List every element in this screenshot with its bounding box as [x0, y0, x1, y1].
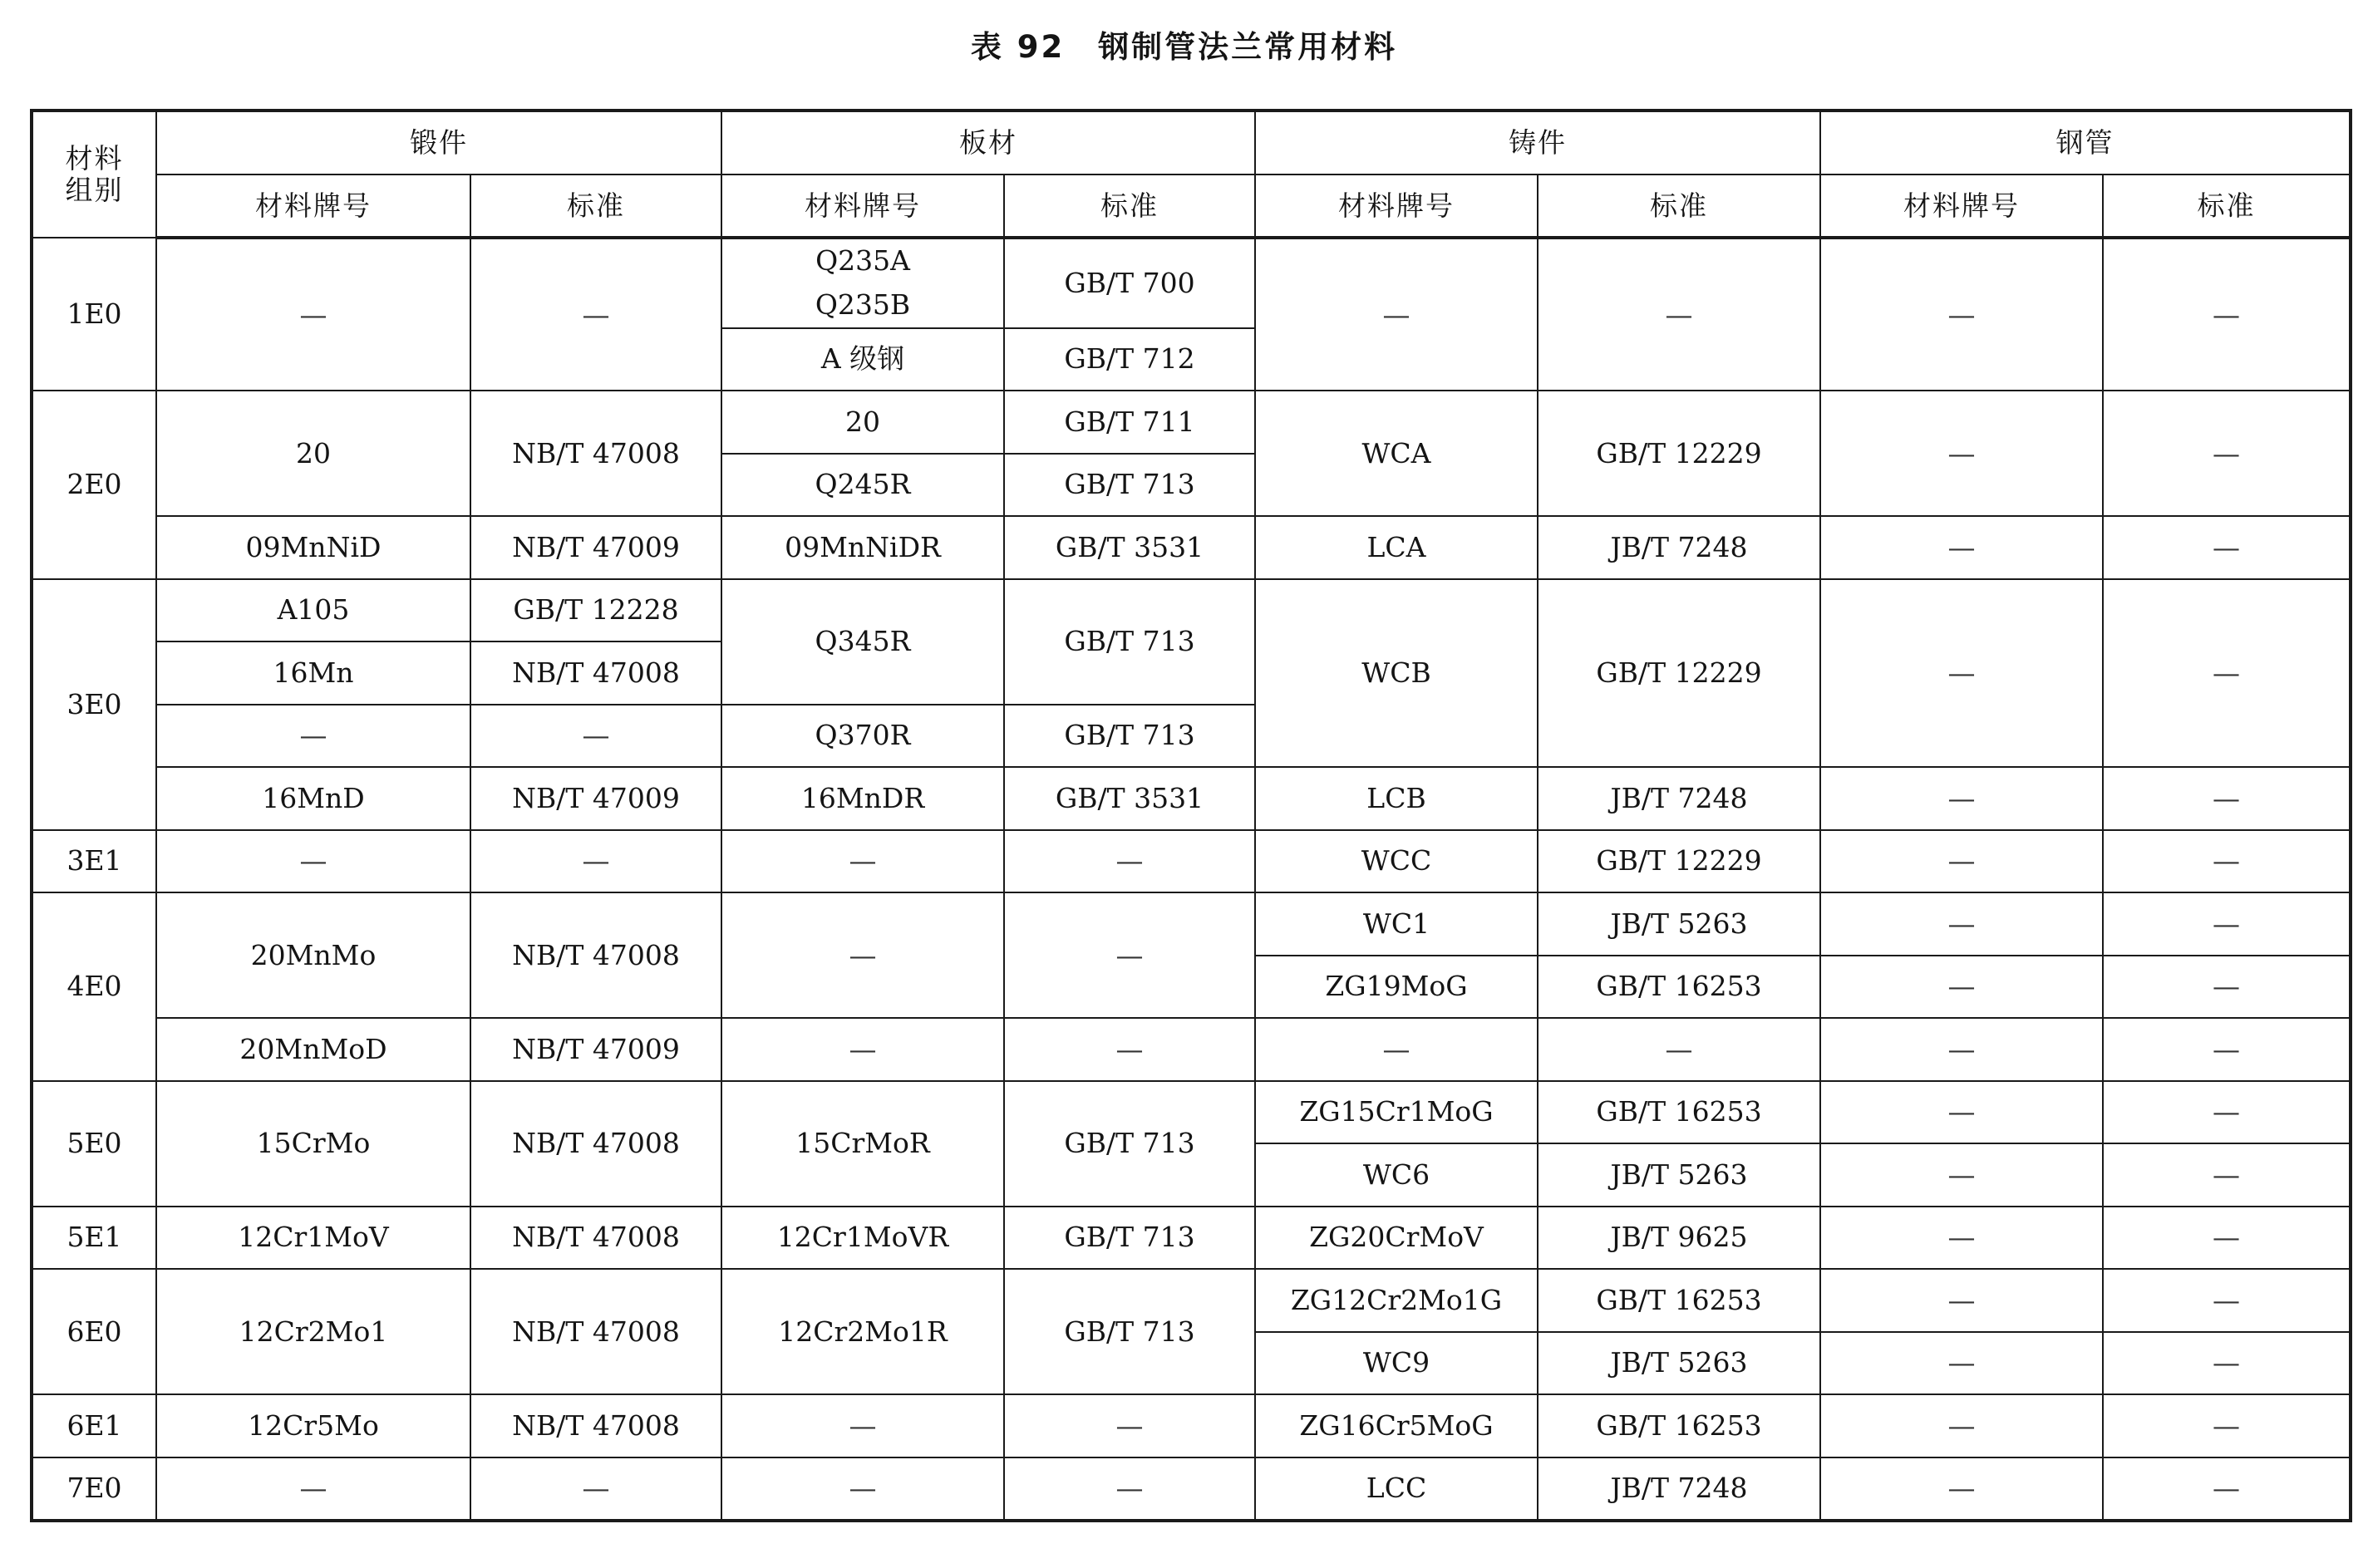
empty-cell: —	[2103, 516, 2351, 579]
forging-grade-cell: 20	[156, 391, 470, 516]
empty-cell: —	[2103, 238, 2351, 391]
empty-cell: —	[1820, 1332, 2103, 1395]
forging-standard-cell: NB/T 47008	[470, 1269, 721, 1394]
casting-grade-cell: WCA	[1255, 391, 1538, 516]
empty-cell: —	[470, 1457, 721, 1521]
header-plate: 板材	[721, 111, 1255, 174]
plate-grade-cell: 20	[721, 391, 1004, 454]
plate-standard-cell: GB/T 713	[1004, 705, 1255, 768]
group-cell: 5E0	[32, 1081, 156, 1207]
casting-grade-cell: ZG15Cr1MoG	[1255, 1081, 1538, 1144]
group-cell: 6E1	[32, 1394, 156, 1457]
empty-cell: —	[2103, 1207, 2351, 1270]
plate-grade-cell: 12Cr2Mo1R	[721, 1269, 1004, 1394]
empty-cell: —	[1820, 1143, 2103, 1207]
empty-cell: —	[1004, 892, 1255, 1018]
forging-standard-cell: NB/T 47009	[470, 767, 721, 830]
empty-cell: —	[1538, 238, 1820, 391]
plate-standard-cell: GB/T 713	[1004, 1207, 1255, 1270]
header-casting: 铸件	[1255, 111, 1820, 174]
group-cell: 7E0	[32, 1457, 156, 1521]
plate-standard-cell: GB/T 712	[1004, 328, 1255, 391]
header-pipe: 钢管	[1820, 111, 2351, 174]
plate-grade-cell: 15CrMoR	[721, 1081, 1004, 1207]
group-cell: 1E0	[32, 238, 156, 391]
empty-cell: —	[2103, 956, 2351, 1019]
forging-grade-cell: 12Cr5Mo	[156, 1394, 470, 1457]
plate-grade-cell: 16MnDR	[721, 767, 1004, 830]
header-forging-grade: 材料牌号	[156, 174, 470, 238]
casting-grade-cell: LCA	[1255, 516, 1538, 579]
casting-standard-cell: GB/T 16253	[1538, 1081, 1820, 1144]
empty-cell: —	[1820, 767, 2103, 830]
forging-standard-cell: NB/T 47008	[470, 641, 721, 705]
empty-cell: —	[1255, 238, 1538, 391]
empty-cell: —	[1820, 516, 2103, 579]
table-row	[32, 1457, 2351, 1521]
forging-standard-cell: NB/T 47008	[470, 1394, 721, 1457]
empty-cell: —	[2103, 892, 2351, 956]
empty-cell: —	[721, 1457, 1004, 1521]
header-row-1	[32, 111, 2351, 174]
forging-standard-cell: GB/T 12228	[470, 579, 721, 642]
empty-cell: —	[1820, 1018, 2103, 1081]
plate-standard-cell: GB/T 3531	[1004, 767, 1255, 830]
casting-grade-cell: WC9	[1255, 1332, 1538, 1395]
casting-grade-cell: WCB	[1255, 579, 1538, 768]
table-row	[32, 1018, 2351, 1081]
plate-grade-line: Q235A	[815, 244, 910, 277]
empty-cell: —	[721, 1394, 1004, 1457]
steel-flange-materials-table	[30, 109, 2352, 1522]
casting-grade-cell: WCC	[1255, 830, 1538, 893]
plate-grade-cell: Q370R	[721, 705, 1004, 768]
forging-standard-cell: NB/T 47009	[470, 1018, 721, 1081]
table-row	[32, 892, 2351, 956]
forging-grade-cell: 09MnNiD	[156, 516, 470, 579]
group-cell: 3E1	[32, 830, 156, 893]
empty-cell: —	[2103, 391, 2351, 516]
plate-standard-cell: GB/T 713	[1004, 454, 1255, 517]
empty-cell: —	[156, 705, 470, 768]
table-row	[32, 767, 2351, 830]
header-plate-standard: 标准	[1004, 174, 1255, 238]
plate-grade-cell: 09MnNiDR	[721, 516, 1004, 579]
casting-standard-cell: GB/T 16253	[1538, 1269, 1820, 1332]
casting-grade-cell: WC1	[1255, 892, 1538, 956]
empty-cell: —	[1820, 579, 2103, 768]
empty-cell: —	[2103, 1269, 2351, 1332]
empty-cell: —	[470, 705, 721, 768]
table-row	[32, 1207, 2351, 1270]
plate-standard-cell: GB/T 713	[1004, 1081, 1255, 1207]
forging-standard-cell: NB/T 47008	[470, 391, 721, 516]
casting-standard-cell: JB/T 5263	[1538, 892, 1820, 956]
casting-standard-cell: GB/T 16253	[1538, 956, 1820, 1019]
header-casting-standard: 标准	[1538, 174, 1820, 238]
empty-cell: —	[1004, 830, 1255, 893]
empty-cell: —	[721, 1018, 1004, 1081]
casting-grade-cell: LCB	[1255, 767, 1538, 830]
forging-grade-cell: 16MnD	[156, 767, 470, 830]
empty-cell: —	[1004, 1457, 1255, 1521]
empty-cell: —	[1820, 956, 2103, 1019]
casting-standard-cell: GB/T 12229	[1538, 391, 1820, 516]
casting-standard-cell: JB/T 9625	[1538, 1207, 1820, 1270]
group-cell: 6E0	[32, 1269, 156, 1394]
empty-cell: —	[1820, 1207, 2103, 1270]
empty-cell: —	[1820, 892, 2103, 956]
empty-cell: —	[470, 830, 721, 893]
empty-cell: —	[1820, 1269, 2103, 1332]
header-row-2	[32, 174, 2351, 238]
empty-cell: —	[156, 830, 470, 893]
table-row	[32, 1269, 2351, 1332]
header-plate-grade: 材料牌号	[721, 174, 1004, 238]
empty-cell: —	[1004, 1394, 1255, 1457]
empty-cell: —	[2103, 579, 2351, 768]
plate-grade-cell: 12Cr1MoVR	[721, 1207, 1004, 1270]
table-title: 表 92 钢制管法兰常用材料	[970, 29, 1398, 65]
plate-standard-cell: GB/T 713	[1004, 579, 1255, 705]
header-forging-standard: 标准	[470, 174, 721, 238]
plate-grade-line: Q235B	[815, 288, 911, 321]
group-cell: 3E0	[32, 579, 156, 830]
table-row	[32, 1394, 2351, 1457]
header-pipe-grade: 材料牌号	[1820, 174, 2103, 238]
empty-cell: —	[1820, 238, 2103, 391]
forging-grade-cell: 15CrMo	[156, 1081, 470, 1207]
plate-grade-cell: Q345R	[721, 579, 1004, 705]
forging-grade-cell: 20MnMoD	[156, 1018, 470, 1081]
casting-grade-cell: ZG16Cr5MoG	[1255, 1394, 1538, 1457]
plate-standard-cell: GB/T 711	[1004, 391, 1255, 454]
casting-standard-cell: GB/T 16253	[1538, 1394, 1820, 1457]
header-forging: 锻件	[156, 111, 721, 174]
header-casting-grade: 材料牌号	[1255, 174, 1538, 238]
plate-standard-cell: GB/T 713	[1004, 1269, 1255, 1394]
empty-cell: —	[156, 1457, 470, 1521]
forging-grade-cell: 12Cr1MoV	[156, 1207, 470, 1270]
empty-cell: —	[721, 892, 1004, 1018]
forging-grade-cell: 20MnMo	[156, 892, 470, 1018]
group-cell: 2E0	[32, 391, 156, 579]
casting-grade-cell: ZG19MoG	[1255, 956, 1538, 1019]
empty-cell: —	[2103, 1081, 2351, 1144]
table-row	[32, 391, 2351, 454]
empty-cell: —	[2103, 830, 2351, 893]
casting-grade-cell: LCC	[1255, 1457, 1538, 1521]
table-row	[32, 579, 2351, 642]
table-row	[32, 516, 2351, 579]
casting-standard-cell: JB/T 7248	[1538, 1457, 1820, 1521]
empty-cell: —	[1004, 1018, 1255, 1081]
casting-standard-cell: GB/T 12229	[1538, 579, 1820, 768]
casting-standard-cell: JB/T 5263	[1538, 1143, 1820, 1207]
casting-grade-cell: ZG12Cr2Mo1G	[1255, 1269, 1538, 1332]
casting-standard-cell: JB/T 7248	[1538, 516, 1820, 579]
forging-standard-cell: NB/T 47008	[470, 1207, 721, 1270]
plate-standard-cell: GB/T 700	[1004, 238, 1255, 328]
empty-cell: —	[721, 830, 1004, 893]
group-cell: 5E1	[32, 1207, 156, 1270]
empty-cell: —	[1820, 830, 2103, 893]
plate-grade-cell: A 级钢	[721, 328, 1004, 391]
empty-cell: —	[2103, 767, 2351, 830]
forging-standard-cell: NB/T 47008	[470, 1081, 721, 1207]
empty-cell: —	[2103, 1394, 2351, 1457]
table-row	[32, 238, 2351, 328]
empty-cell: —	[1820, 1457, 2103, 1521]
empty-cell: —	[2103, 1018, 2351, 1081]
casting-grade-cell: ZG20CrMoV	[1255, 1207, 1538, 1270]
empty-cell: —	[2103, 1457, 2351, 1521]
casting-standard-cell: JB/T 7248	[1538, 767, 1820, 830]
empty-cell: —	[1820, 1081, 2103, 1144]
forging-grade-cell: A105	[156, 579, 470, 642]
casting-grade-cell: WC6	[1255, 1143, 1538, 1207]
table-row	[32, 830, 2351, 893]
forging-grade-cell: 12Cr2Mo1	[156, 1269, 470, 1394]
empty-cell: —	[1820, 391, 2103, 516]
plate-grade-cell	[721, 238, 1004, 328]
casting-standard-cell: GB/T 12229	[1538, 830, 1820, 893]
table-row	[32, 1081, 2351, 1144]
forging-standard-cell: NB/T 47009	[470, 516, 721, 579]
empty-cell: —	[2103, 1143, 2351, 1207]
plate-grade-cell: Q245R	[721, 454, 1004, 517]
header-pipe-standard: 标准	[2103, 174, 2351, 238]
group-cell: 4E0	[32, 892, 156, 1081]
forging-grade-cell: 16Mn	[156, 641, 470, 705]
empty-cell: —	[1820, 1394, 2103, 1457]
empty-cell: —	[1255, 1018, 1538, 1081]
empty-cell: —	[470, 238, 721, 391]
header-material-group: 材料组别	[32, 111, 156, 238]
empty-cell: —	[1538, 1018, 1820, 1081]
empty-cell: —	[156, 238, 470, 391]
empty-cell: —	[2103, 1332, 2351, 1395]
plate-standard-cell: GB/T 3531	[1004, 516, 1255, 579]
forging-standard-cell: NB/T 47008	[470, 892, 721, 1018]
casting-standard-cell: JB/T 5263	[1538, 1332, 1820, 1395]
